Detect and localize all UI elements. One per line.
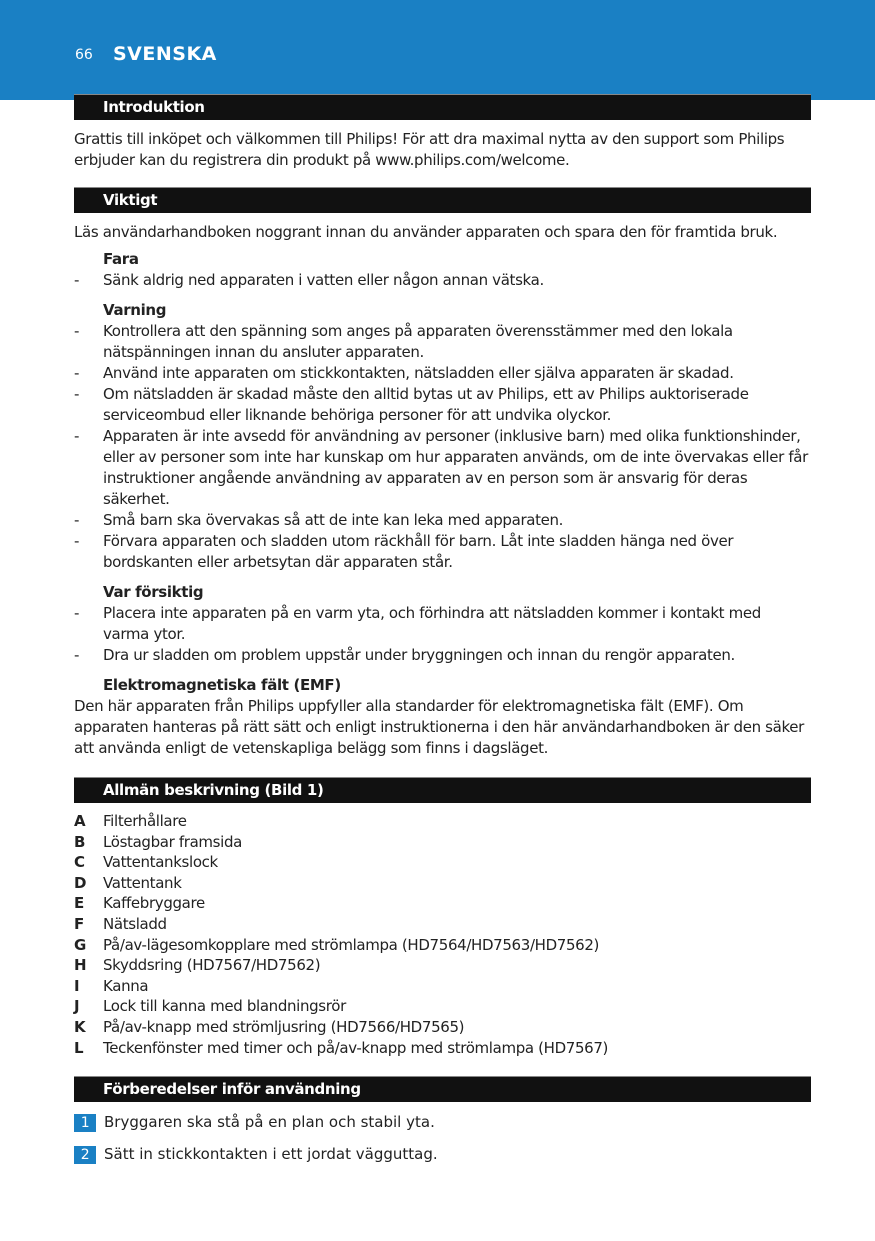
- emf-title: Elektromagnetiska fält (EMF): [103, 676, 341, 694]
- important-lead: Läs användarhandboken noggrant innan du använder apparaten och spara den för framtida bruk.: [74, 223, 778, 241]
- section-heading-description: Allmän beskrivning (Bild 1): [74, 777, 811, 803]
- list-item: - Sänk aldrig ned apparaten i vatten eller någon annan vätska.: [74, 271, 544, 289]
- part-item: G På/av-lägesomkopplare med strömlampa (HD7564/HD7563/HD7562): [74, 935, 600, 954]
- list-item: - Apparaten är inte avsedd för användning av personer (inklusive barn) med olika funktionshinder, eller av personer som inte har kunskap om hur apparaten används, om de inte övervakas eller får instruktioner angående användning av apparaten av en person som är ansvarig för deras säkerhet.: [74, 427, 808, 508]
- step-number-badge: 2: [74, 1146, 96, 1164]
- part-item: H Skyddsring (HD7567/HD7562): [74, 956, 321, 975]
- list-item: - Använd inte apparaten om stickkontakten, nätsladden eller själva apparaten är skadad.: [74, 364, 734, 382]
- list-item: - Placera inte apparaten på en varm yta, och förhindra att nätsladden kommer i kontakt med varma ytor.: [74, 604, 761, 643]
- step-text: Bryggaren ska stå på en plan och stabil yta.: [104, 1113, 435, 1132]
- steps-list: [74, 1112, 811, 1165]
- part-item: A Filterhållare: [74, 812, 187, 830]
- step-item: [74, 1112, 811, 1133]
- intro-text: Grattis till inköpet och välkommen till Philips! För att dra maximal nytta av den support som Philips erbjuder kan du registrera din produkt på www.philips.com/welcome.: [74, 130, 785, 169]
- part-item: L Teckenfönster med timer och på/av-knapp med strömlampa (HD7567): [74, 1038, 609, 1057]
- part-item: I Kanna: [74, 976, 149, 995]
- document-body: [74, 94, 811, 1176]
- part-item: B Löstagbar framsida: [74, 832, 242, 851]
- header-bar: [0, 0, 875, 100]
- part-item: D Vattentank: [74, 873, 182, 892]
- part-item: K På/av-knapp med strömljusring (HD7566/HD7565): [74, 1017, 465, 1036]
- list-item: - Om nätsladden är skadad måste den alltid bytas ut av Philips, ett av Philips auktoriserade serviceombud eller liknande behöriga personer för att undvika olyckor.: [74, 385, 749, 424]
- list-item: - Dra ur sladden om problem uppstår under bryggningen och innan du rengör apparaten.: [74, 646, 735, 664]
- part-item: E Kaffebryggare: [74, 894, 205, 913]
- parts-list: [74, 811, 811, 1058]
- step-item: [74, 1144, 811, 1165]
- warning-title: Varning: [103, 301, 167, 319]
- list-item: - Små barn ska övervakas så att de inte kan leka med apparaten.: [74, 511, 564, 529]
- part-item: F Nätsladd: [74, 914, 167, 933]
- section-heading-important: Viktigt: [74, 187, 811, 213]
- danger-title: Fara: [103, 250, 139, 268]
- step-text: Sätt in stickkontakten i ett jordat vägguttag.: [104, 1145, 438, 1164]
- part-item: J Lock till kanna med blandningsrör: [74, 997, 346, 1016]
- section-heading-intro: Introduktion: [74, 94, 811, 120]
- part-item: C Vattentankslock: [74, 853, 218, 872]
- step-number-badge: 1: [74, 1114, 96, 1132]
- language-title: SVENSKA: [113, 43, 217, 65]
- emf-text: Den här apparaten från Philips uppfyller alla standarder för elektromagnetiska fält (EMF). Om apparaten hanteras på rätt sätt och enligt instruktionerna i den här användarhandboken är den säker att använda enligt de vetenskapliga belägg som finns i dagsläget.: [74, 697, 804, 757]
- section-heading-preparation: Förberedelser inför användning: [74, 1076, 811, 1102]
- warning-list: [74, 321, 811, 573]
- caution-list: [74, 603, 811, 666]
- list-item: - Förvara apparaten och sladden utom räckhåll för barn. Låt inte sladden hänga ned över bordskanten eller arbetsytan där apparaten står.: [74, 532, 734, 571]
- danger-list: [74, 270, 811, 291]
- caution-title: Var försiktig: [103, 583, 204, 601]
- list-item: - Kontrollera att den spänning som anges på apparaten överensstämmer med den lokala nätspänningen innan du ansluter apparaten.: [74, 322, 733, 361]
- page-number: 66: [75, 47, 93, 63]
